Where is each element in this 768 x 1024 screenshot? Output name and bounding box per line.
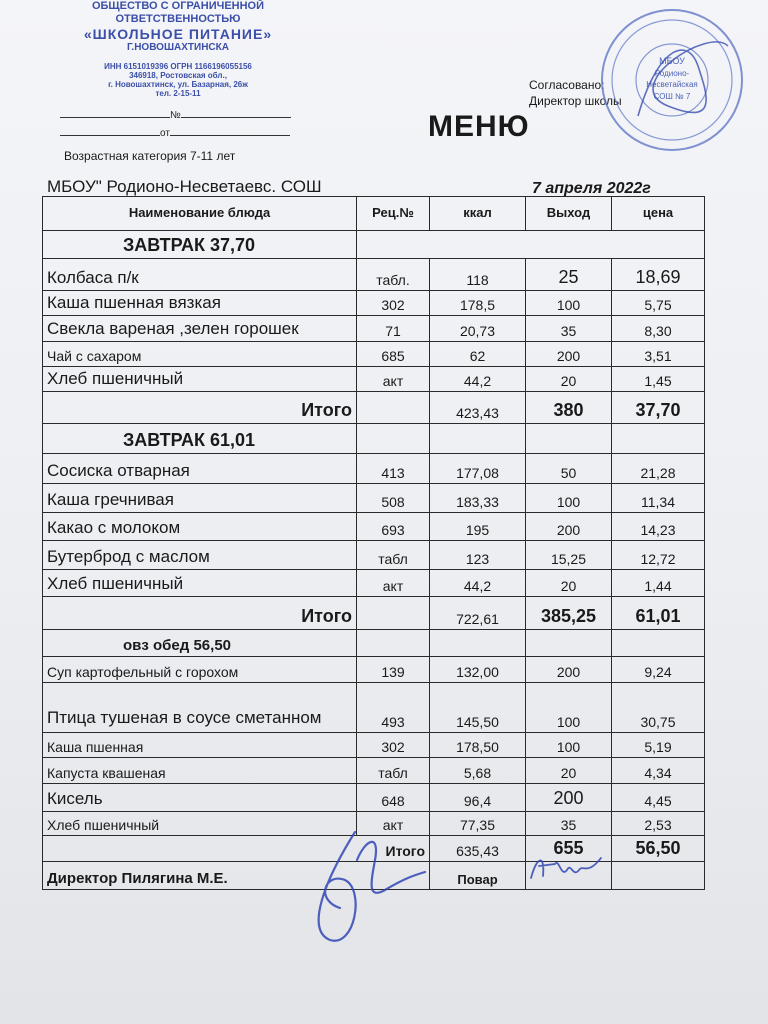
section-blank xyxy=(357,424,430,454)
dish-name: Капуста квашеная xyxy=(43,758,357,784)
dish-name: Каша пшенная вязкая xyxy=(43,291,357,316)
page-title: МЕНЮ xyxy=(428,110,530,143)
section-blank xyxy=(612,630,705,657)
dish-recipe: 413 xyxy=(357,454,430,484)
dish-output: 15,25 xyxy=(526,541,612,570)
dish-output: 100 xyxy=(526,484,612,513)
section-title: ЗАВТРАК 61,01 xyxy=(43,424,357,454)
menu-table xyxy=(42,196,705,890)
table-header-row xyxy=(43,197,705,231)
dish-price: 9,24 xyxy=(612,657,705,683)
dish-name: Каша гречнивая xyxy=(43,484,357,513)
dish-output: 200 xyxy=(526,784,612,812)
section-blank xyxy=(430,630,526,657)
age-category: Возрастная категория 7-11 лет xyxy=(64,149,236,163)
menu-date: 7 апреля 2022г xyxy=(532,180,651,197)
header-recipe: Рец.№ xyxy=(357,197,430,231)
dish-price: 30,75 xyxy=(612,683,705,733)
total-price: 61,01 xyxy=(612,597,705,630)
dish-price: 1,45 xyxy=(612,367,705,392)
header-name: Наименование блюда xyxy=(43,197,357,231)
dish-output: 200 xyxy=(526,513,612,541)
total-price: 37,70 xyxy=(612,392,705,424)
table-row xyxy=(43,342,705,367)
dish-recipe: 508 xyxy=(357,484,430,513)
total-output: 655 xyxy=(526,836,612,862)
dish-kcal: 178,5 xyxy=(430,291,526,316)
dish-kcal: 77,35 xyxy=(430,812,526,836)
section-blank xyxy=(357,630,430,657)
dish-recipe: 693 xyxy=(357,513,430,541)
dish-price: 18,69 xyxy=(612,259,705,291)
table-row xyxy=(43,541,705,570)
dish-kcal: 20,73 xyxy=(430,316,526,342)
dish-kcal: 44,2 xyxy=(430,570,526,597)
approval-label: Согласовано: xyxy=(529,78,605,92)
dish-price: 8,30 xyxy=(612,316,705,342)
table-row xyxy=(43,657,705,683)
dish-price: 4,34 xyxy=(612,758,705,784)
dish-recipe: табл xyxy=(357,541,430,570)
dish-price: 14,23 xyxy=(612,513,705,541)
dish-price: 3,51 xyxy=(612,342,705,367)
table-row xyxy=(43,484,705,513)
footer-blank xyxy=(612,862,705,890)
dish-price: 5,19 xyxy=(612,733,705,758)
org-stamp-address: 346918, Ростовская обл., xyxy=(129,71,227,81)
dish-kcal: 96,4 xyxy=(430,784,526,812)
total-kcal: 722,61 xyxy=(430,597,526,630)
section-row xyxy=(43,630,705,657)
dish-recipe: 71 xyxy=(357,316,430,342)
dish-output: 20 xyxy=(526,758,612,784)
dish-name: Какао с молоком xyxy=(43,513,357,541)
dish-kcal: 178,50 xyxy=(430,733,526,758)
org-stamp-line: ОБЩЕСТВО С ОГРАНИЧЕННОЙ xyxy=(91,0,265,12)
dish-name: Каша пшенная xyxy=(43,733,357,758)
dish-name: Хлеб пшеничный xyxy=(43,812,357,836)
dish-recipe: табл. xyxy=(357,259,430,291)
round-stamp-line: МБОУ xyxy=(659,56,685,66)
dish-kcal: 123 xyxy=(430,541,526,570)
org-stamp-name: «ШКОЛЬНОЕ ПИТАНИЕ» xyxy=(83,26,273,43)
total-kcal: 423,43 xyxy=(430,392,526,424)
total-label: Итого xyxy=(43,597,357,630)
dish-kcal: 195 xyxy=(430,513,526,541)
dish-recipe: 685 xyxy=(357,342,430,367)
dish-output: 20 xyxy=(526,367,612,392)
dish-price: 12,72 xyxy=(612,541,705,570)
dish-name: Сосиска отварная xyxy=(43,454,357,484)
table-row xyxy=(43,733,705,758)
dish-kcal: 62 xyxy=(430,342,526,367)
dish-output: 100 xyxy=(526,733,612,758)
section-blank xyxy=(526,424,612,454)
table-row xyxy=(43,570,705,597)
dish-kcal: 145,50 xyxy=(430,683,526,733)
org-stamp-street: г. Новошахтинск, ул. Базарная, 26ж xyxy=(108,80,248,90)
table-row xyxy=(43,513,705,541)
org-stamp-phone: тел. 2-15-11 xyxy=(155,89,201,99)
dish-recipe: 139 xyxy=(357,657,430,683)
registration-number-label: № xyxy=(170,110,181,121)
dish-output: 50 xyxy=(526,454,612,484)
dish-price: 4,45 xyxy=(612,784,705,812)
dish-output: 100 xyxy=(526,291,612,316)
total-output: 380 xyxy=(526,392,612,424)
table-row xyxy=(43,259,705,291)
dish-output: 200 xyxy=(526,342,612,367)
dish-name: Свекла вареная ,зелен горошек xyxy=(43,316,357,342)
round-stamp-line: Несветайская xyxy=(646,80,698,89)
table-row xyxy=(43,758,705,784)
total-row xyxy=(43,392,705,424)
section-title: ЗАВТРАК 37,70 xyxy=(43,231,357,259)
dish-price: 1,44 xyxy=(612,570,705,597)
total-row xyxy=(43,597,705,630)
dish-kcal: 118 xyxy=(430,259,526,291)
approval-position: Директор школы xyxy=(529,94,622,109)
header-kcal: ккал xyxy=(430,197,526,231)
org-stamp-city: Г.НОВОШАХТИНСКА xyxy=(127,42,229,54)
section-blank xyxy=(357,231,705,259)
dish-output: 35 xyxy=(526,812,612,836)
dish-recipe: 302 xyxy=(357,291,430,316)
total-label: Итого xyxy=(43,836,430,862)
round-stamp-signature xyxy=(638,42,728,116)
dish-kcal: 177,08 xyxy=(430,454,526,484)
dish-name: Хлеб пшеничный xyxy=(43,570,357,597)
section-blank xyxy=(612,424,705,454)
dish-recipe: акт xyxy=(357,570,430,597)
dish-price: 21,28 xyxy=(612,454,705,484)
dish-output: 200 xyxy=(526,657,612,683)
section-row xyxy=(43,424,705,454)
registration-date-label: от xyxy=(160,128,170,139)
dish-kcal: 132,00 xyxy=(430,657,526,683)
director-signature xyxy=(295,820,435,950)
dish-recipe: табл xyxy=(357,758,430,784)
organization-stamp xyxy=(58,0,298,99)
header-price: цена xyxy=(612,197,705,231)
section-blank xyxy=(430,424,526,454)
dish-name: Чай с сахаром xyxy=(43,342,357,367)
dish-recipe: 302 xyxy=(357,733,430,758)
org-stamp-inn: ИНН 6151019396 ОГРН 1166196055156 xyxy=(104,61,252,71)
registration-date-line xyxy=(60,128,290,139)
school-name: МБОУ" Родионо-Несветаевс. СОШ xyxy=(47,177,322,196)
dish-output: 35 xyxy=(526,316,612,342)
dish-price: 5,75 xyxy=(612,291,705,316)
dish-name: Кисель xyxy=(43,784,357,812)
dish-output: 25 xyxy=(526,259,612,291)
round-stamp-line: Родионо- xyxy=(654,69,690,78)
dish-kcal: 183,33 xyxy=(430,484,526,513)
registration-number-line xyxy=(60,110,291,121)
total-kcal: 635,43 xyxy=(430,836,526,862)
dish-name: Бутерброд с маслом xyxy=(43,541,357,570)
total-recipe-blank xyxy=(357,392,430,424)
table-row xyxy=(43,291,705,316)
round-stamp-line: СОШ № 7 xyxy=(653,92,691,101)
total-label: Итого xyxy=(43,392,357,424)
cook-signature xyxy=(525,848,605,888)
dish-name: Хлеб пшеничный xyxy=(43,367,357,392)
dish-name: Птица тушеная в соусе сметанном xyxy=(43,683,357,733)
total-output: 385,25 xyxy=(526,597,612,630)
dish-price: 11,34 xyxy=(612,484,705,513)
table-row xyxy=(43,316,705,342)
table-row xyxy=(43,784,705,812)
dish-name: Суп картофельный с горохом xyxy=(43,657,357,683)
cook-signature-label: Повар xyxy=(430,862,526,890)
table-row xyxy=(43,454,705,484)
dish-kcal: 5,68 xyxy=(430,758,526,784)
dish-output: 100 xyxy=(526,683,612,733)
dish-recipe: 493 xyxy=(357,683,430,733)
dish-name: Колбаса п/к xyxy=(43,259,357,291)
table-row xyxy=(43,683,705,733)
org-stamp-line: ОТВЕТСТВЕННОСТЬЮ xyxy=(115,12,241,25)
dish-recipe: 648 xyxy=(357,784,430,812)
section-title: овз обед 56,50 xyxy=(43,630,357,657)
dish-output: 20 xyxy=(526,570,612,597)
header-output: Выход xyxy=(526,197,612,231)
dish-recipe: акт xyxy=(357,812,430,836)
section-blank xyxy=(526,630,612,657)
section-row xyxy=(43,231,705,259)
total-price: 56,50 xyxy=(612,836,705,862)
school-round-stamp xyxy=(598,6,746,154)
total-recipe-blank xyxy=(357,597,430,630)
table-row xyxy=(43,367,705,392)
dish-kcal: 44,2 xyxy=(430,367,526,392)
dish-price: 2,53 xyxy=(612,812,705,836)
director-signature-label: Директор Пилягина М.Е. xyxy=(43,862,430,890)
dish-recipe: акт xyxy=(357,367,430,392)
